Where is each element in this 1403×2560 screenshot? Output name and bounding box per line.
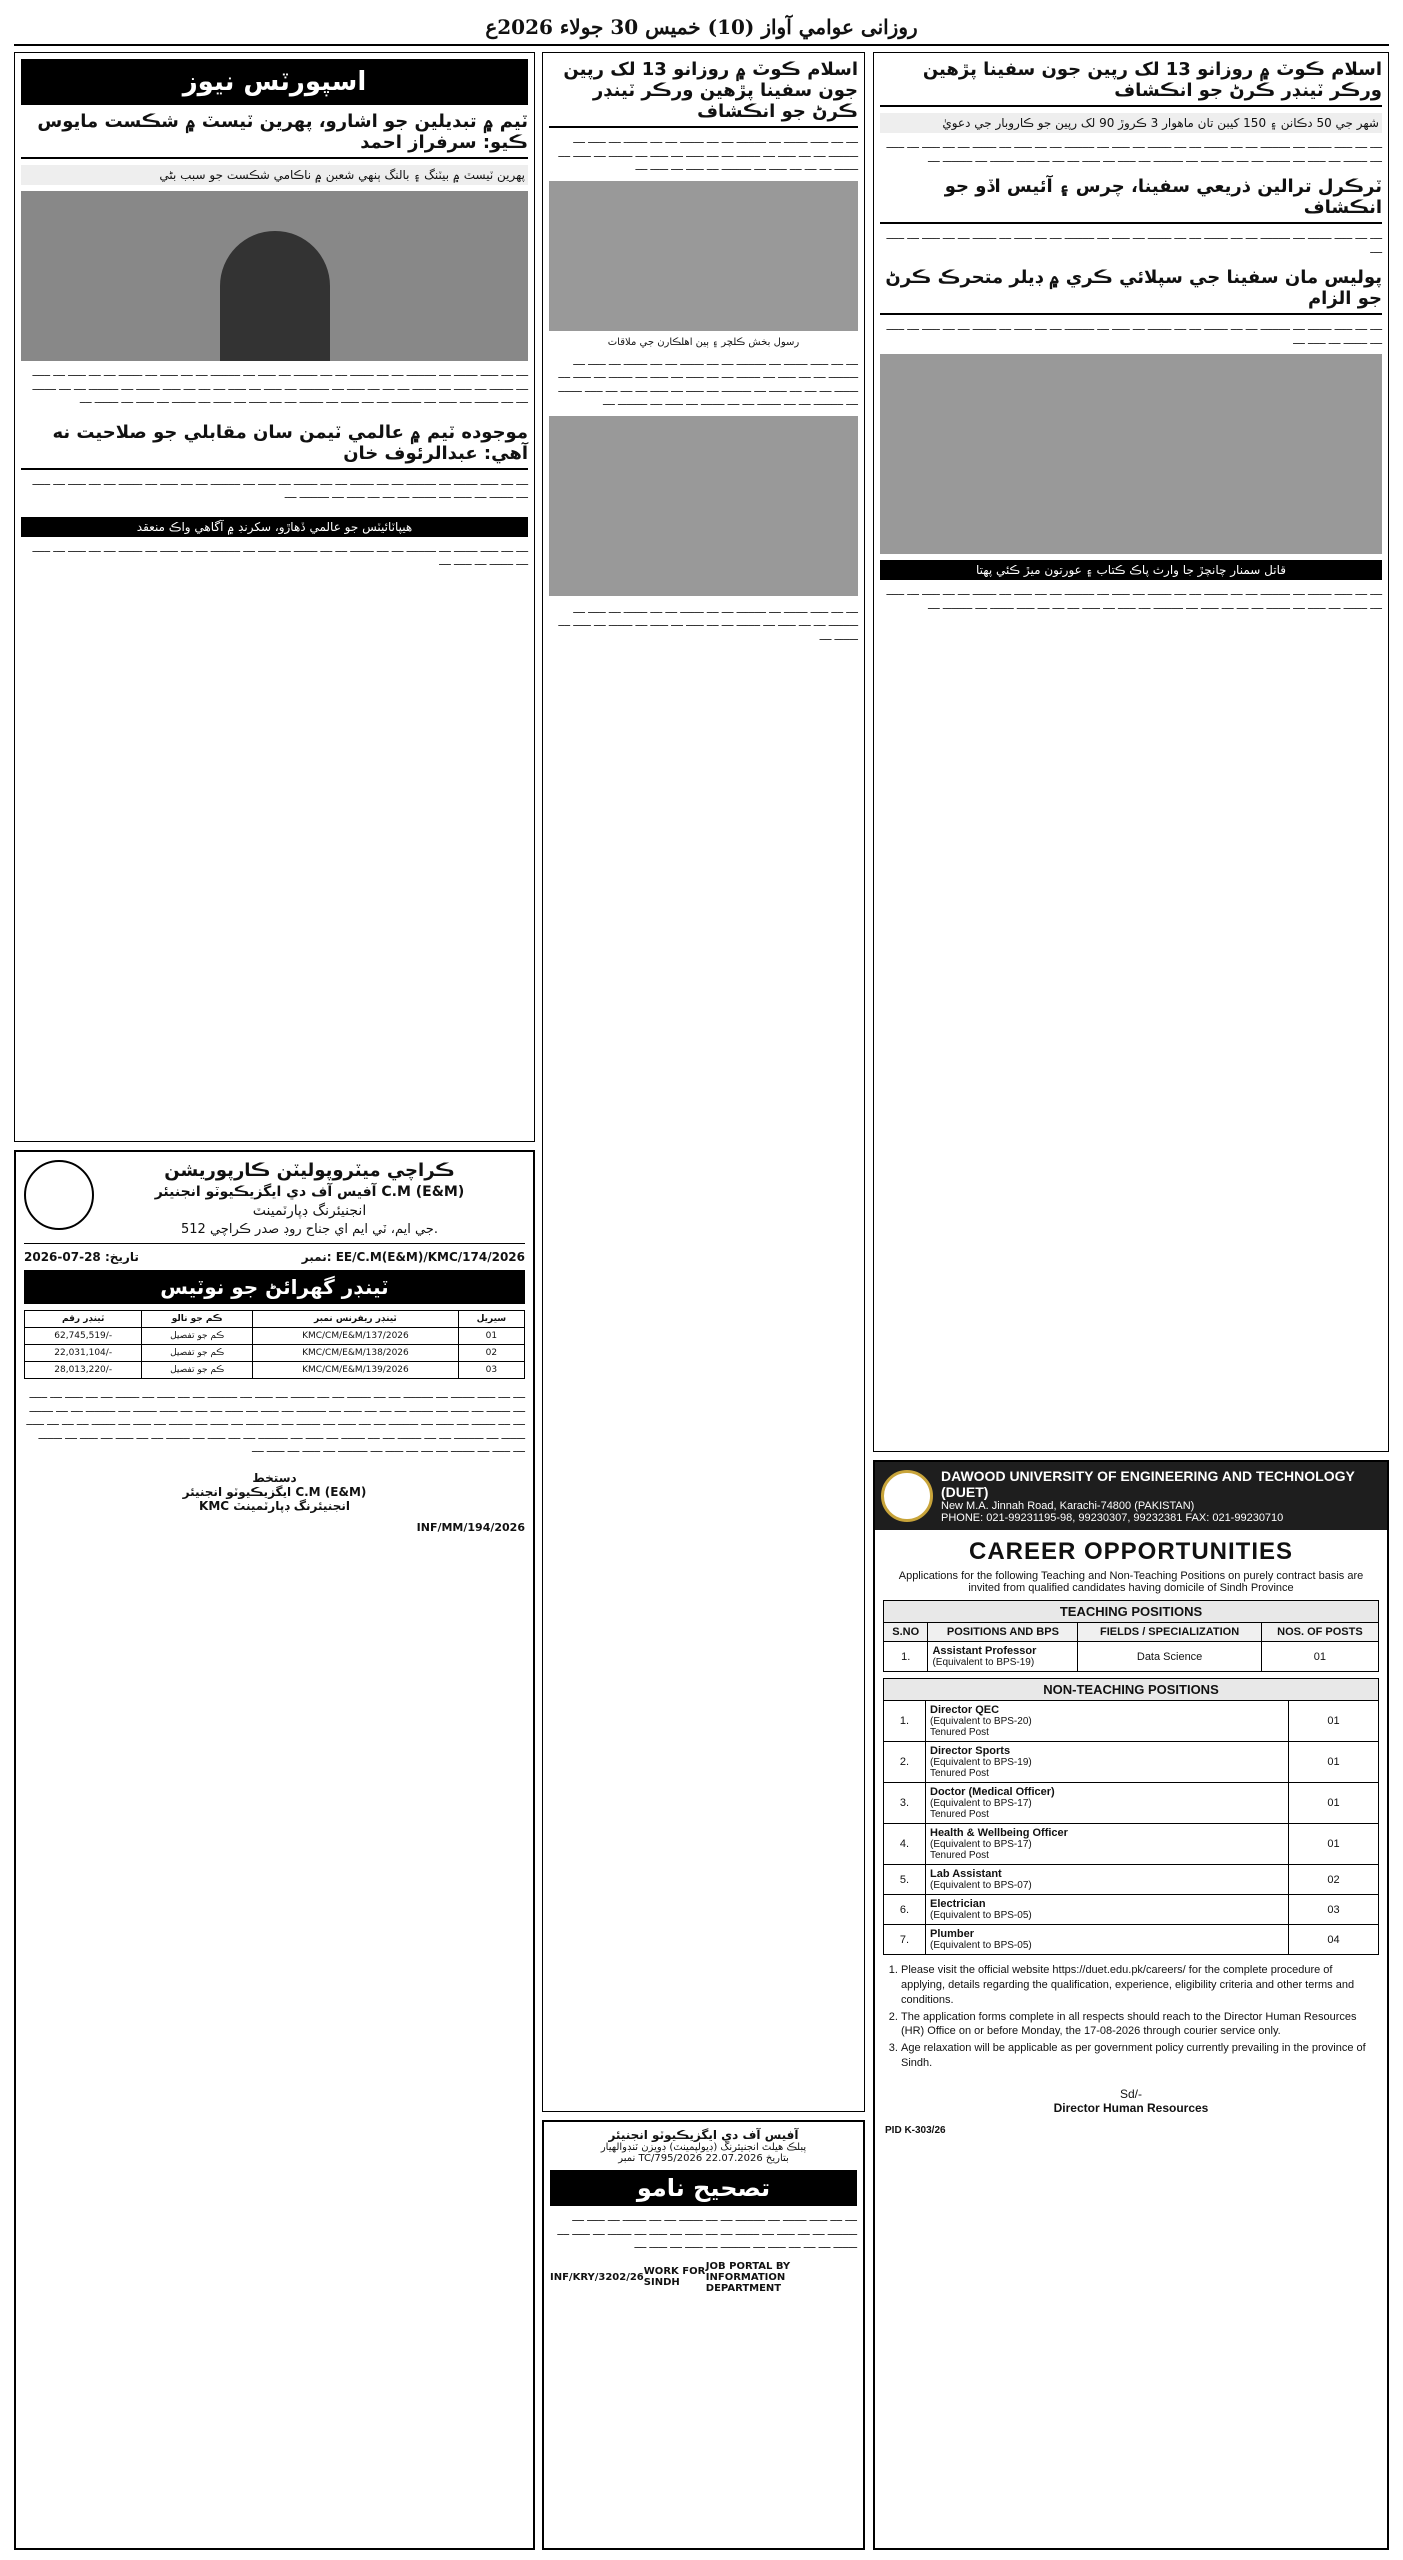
note-item: 3. Age relaxation will be applicable as per government policy currently prevailing in the province of Sindh. <box>901 2041 1375 2071</box>
position-bps: (Equivalent to BPS-07) <box>930 1880 1032 1891</box>
table-row <box>884 1895 1379 1925</box>
tender-address: 512 جي ايم، ٽي ايم اي جناح روڊ صدر ڪراچي. <box>181 1222 438 1237</box>
note-item: 2. The application forms complete in all respects should reach to the Director Human Resources (HR) Office on or before Monday, the 17-08-2026 through courier service only. <box>901 2010 1375 2040</box>
tender-notice-title: ٽينڊر گهرائڻ جو نوٽيس <box>24 1270 525 1304</box>
kmc-tender-notice <box>14 1150 535 2550</box>
work-for-sindh-logo: WORK FOR SINDH <box>643 2266 706 2288</box>
right-article-body: ــــ ــــ ــــــ ــــــــ ــــ ــــــــــ ــــ ــــ ــــــــ ــــ ــــ ــــــــ ــــ ــــــ ــــ ــــــــــ ــــ ــــ ــــــ ــــ ــــــــ ــــ ــــ ــــــ ــــ ــــــ ــــ ــــــــ ــــ ــــــ ــــ ــــــــ ــــ ــــ ــــ ــــــ ــــ ــــــــــ ــــ ــــــ ــــ ــــــ ــــ ــــ ــــ ــــــ ــــــــ ــــ ــــــــــ ــــ <box>886 140 1382 165</box>
sports-column <box>14 52 535 1142</box>
career-intro: Applications for the following Teaching and Non-Teaching Positions on purely contract basis are invited from qualified candidates having domicile of Sindh Province <box>898 1570 1364 1594</box>
table-row <box>25 1328 525 1345</box>
cell-position <box>928 1642 1078 1672</box>
position-bps: (Equivalent to BPS-05) <box>930 1940 1032 1951</box>
table-row <box>884 1925 1379 1955</box>
th-amount: ٽينڊر رقم <box>25 1311 142 1328</box>
position-title: Electrician <box>930 1898 986 1910</box>
nonteaching-table <box>883 1700 1379 1955</box>
th-work: ڪم جو نالو <box>142 1311 253 1328</box>
masthead-title: روزانی عوامي آواز (10) خميس 30 جولاء 2026ع <box>485 15 918 39</box>
cell-sn: 1. <box>884 1701 926 1742</box>
cell-sn: 7. <box>884 1925 926 1955</box>
signature-label: دستخط <box>252 1470 297 1485</box>
group-photo-caption: رسول بخش ڪلچر ۽ ٻين اهلڪارن جي ملاقات <box>607 336 800 348</box>
person-silhouette <box>220 231 330 361</box>
protest-photo-caption: قاتل سمنار چانچڙ جا وارث پاڪ ڪتاب ۽ عورتون ميڙ ڪئي پهتا <box>880 560 1382 580</box>
tender-org: ڪراچي ميٽروپوليٽن ڪارپوريشن <box>164 1160 455 1181</box>
right-column <box>873 52 1389 1452</box>
notice-ref: INF/KRY/3202/26 <box>550 2271 644 2283</box>
table-row <box>25 1362 525 1379</box>
th-position: POSITIONS AND BPS <box>928 1623 1078 1642</box>
position-title: Lab Assistant <box>930 1868 1002 1880</box>
cell-position <box>926 1701 1289 1742</box>
cell-work: ڪم جو تفصيل <box>142 1362 253 1379</box>
teaching-table <box>883 1622 1379 1672</box>
footer-logos <box>550 2261 857 2294</box>
cell-work: ڪم جو تفصيل <box>142 1328 253 1345</box>
notice-number: نمبر TC/795/2026 بتاريخ 22.07.2026 <box>618 2153 789 2164</box>
signer-title: Director Human Resources <box>1053 2100 1209 2115</box>
table-row <box>884 1701 1379 1742</box>
corrigendum-notice <box>542 2120 865 2550</box>
position-title: Assistant Professor <box>932 1645 1037 1657</box>
sports-photo <box>21 191 528 361</box>
duet-name: DAWOOD UNIVERSITY OF ENGINEERING AND TECHNOLOGY (DUET) <box>941 1468 1355 1500</box>
cell-position <box>926 1895 1289 1925</box>
cell-amount: 22,031,104/- <box>25 1345 142 1362</box>
cell-sn: 03 <box>458 1362 524 1379</box>
right-subheadline: شهر جي 50 دڪانن ۽ 150 کيبن تان ماهوار 3 ڪروڙ 90 لک رپين جو ڪاروبار جي دعويٰ <box>880 113 1382 133</box>
sports-section-title: اسپورٽس نيوز <box>21 59 528 105</box>
sports-subheadline: پهرين ٽيسٽ ۾ بيٽنگ ۽ بالنگ ٻنهي شعبن ۾ ناڪامي شڪست جو سبب بڻي <box>21 165 528 185</box>
position-bps: (Equivalent to BPS-20) <box>930 1716 1032 1727</box>
kmc-seal-icon <box>24 1160 94 1230</box>
cell-work: ڪم جو تفصيل <box>142 1345 253 1362</box>
sign-label: Sd/- <box>1119 2086 1142 2101</box>
mid-article-body-2: ــــ ــــ ــــــ ــــــــ ــــ ــــــــــ ــــ ــــ ــــــــ ــــ ــــ ــــــــ ــــ ــــــ ــــ ــــــــــ ــــ ــــ ــــــ ــــ ــــــــ ــــ ــــ ــــــ ــــ ــــــ ــــ ــــــــ ــــ ــــــ ــــ ــــــــ ــــ ــــ ــــ ــــــ ــــ ــــــــــ ــــ ــــــ ــــ ــــــ ــــ ــــ ــــ ــــــ ــــــــ ــــ ــــــــــ ــــ ــــ ــــــــ ــــ ــــ ــــــــ ــــ ــــــ ــــ ــــــــــ ــــ <box>558 356 858 408</box>
table-row <box>25 1345 525 1362</box>
tender-dept: انجنيئرنگ ڊپارٽمينٽ <box>252 1203 367 1219</box>
mid-article-body-3: ــــ ــــ ــــــ ــــــــ ــــ ــــــــــ ــــ ــــ ــــــــ ــــ ــــ ــــــــ ــــ ــــــ ــــ ــــــــــ ــــ ــــ ــــــ ــــ ــــــــ ــــ ــــ ــــــ ــــ ــــــ ــــ ــــــــ ــــ ــــــ ــــ ــــــــ ــــ <box>558 604 858 643</box>
corrigendum-body: ــــ ــــ ــــــ ــــــــ ــــ ــــــــــ ــــ ــــ ــــــــ ــــ ــــ ــــــــ ــــ ــــــ ــــ ــــــــــ ــــ ــــ ــــــ ــــ ــــــــ ــــ ــــ ــــــ ــــ ــــــ ــــ ــــــــ ــــ ــــــ ــــ ــــــــ ــــ ــــ ــــ ــــــ ــــ ــــــــــ ــــ ــــــ ــــ ــــــ ــــ <box>557 2213 857 2251</box>
cell-position <box>926 1783 1289 1824</box>
tender-header <box>24 1160 525 1244</box>
position-bps: (Equivalent to BPS-19) <box>930 1757 1032 1768</box>
cell-sn: 01 <box>458 1328 524 1345</box>
group-photo <box>549 181 858 331</box>
middle-column <box>542 52 865 2112</box>
cell-position <box>926 1865 1289 1895</box>
cell-sn: 1. <box>884 1642 928 1672</box>
th-posts: NOS. OF POSTS <box>1261 1623 1378 1642</box>
position-extra: Tenured Post <box>930 1768 989 1779</box>
th-field: FIELDS / SPECIALIZATION <box>1078 1623 1261 1642</box>
sports-article-body: ــــ ــــ ــــــ ــــــــ ــــ ــــــــــ ــــ ــــ ــــــــ ــــ ــــ ــــــــ ــــ ــــــ ــــ ــــــــــ ــــ ــــ ــــــ ــــ ــــــــ ــــ ــــ ــــــ ــــ ــــــ ــــ ــــــــ ــــ ــــــ ــــ ــــــــ ــــ ــــ ــــ ــــــ ــــ ــــــــــ ــــ ــــــ ــــ ــــــ ــــ ــــ ــــ ــــــ ــــــــ ــــ ــــــــــ ــــ ــــ ــــــــ ــــ ــــ ــــــــ ــــ ــــــ ــــ ــــــــــ ــــ ــــ ــــــ ــــ ــــــــ ــــ ــــ ــــــ ــــ ــــــ ــــ ــــــــ ــــ ــــــ ــــ ــــــــ ــــ <box>32 368 528 406</box>
position-extra: Tenured Post <box>930 1809 989 1820</box>
cell-sn: 4. <box>884 1824 926 1865</box>
sports-item2-headline: موجوده ٽيم ۾ عالمي ٽيمن سان مقابلي جو صلاحيت نه آهي: عبدالرئوف خان <box>21 422 528 470</box>
cell-sn: 02 <box>458 1345 524 1362</box>
cell-sn: 5. <box>884 1865 926 1895</box>
duet-phone: PHONE: 021-99231195-98, 99230307, 99232381 FAX: 021-99230710 <box>941 1512 1284 1524</box>
job-portal-logo: JOB PORTAL BY INFORMATION DEPARTMENT <box>705 2260 791 2294</box>
right-item3-headline: پوليس مان سفينا جي سپلائي ڪري ۾ ڊيلر متحرڪ ڪرڻ جو الزام <box>880 267 1382 315</box>
position-extra: Tenured Post <box>930 1727 989 1738</box>
mid-article-body: ــــ ــــ ــــــ ــــــــ ــــ ــــــــــ ــــ ــــ ــــــــ ــــ ــــ ــــــــ ــــ ــــــ ــــ ــــــــــ ــــ ــــ ــــــ ــــ ــــــــ ــــ ــــ ــــــ ــــ ــــــ ــــ ــــــــ ــــ ــــــ ــــ ــــــــ ــــ ــــ ــــ ــــــ ــــ ــــــــــ ــــ ــــــ ــــ ــــــ ــــ <box>558 135 858 173</box>
position-title: Plumber <box>930 1928 975 1940</box>
cell-sn: 2. <box>884 1742 926 1783</box>
cell-posts: 04 <box>1289 1925 1379 1955</box>
duet-signature <box>875 2087 1387 2115</box>
duet-notes <box>875 1955 1387 2081</box>
tender-ref: INF/MM/194/2026 <box>416 1520 525 1534</box>
tender-number: نمبر: EE/C.M(E&M)/KMC/174/2026 <box>301 1250 525 1264</box>
right-item2-body: ــــ ــــ ــــــ ــــــــ ــــ ــــــــــ ــــ ــــ ــــــــ ــــ ــــ ــــــــ ــــ ــــــ ــــ ــــــــــ ــــ ــــ ــــــ ــــ ــــــــ ــــ ــــ ــــــ ــــ ــــــ ــــ <box>886 231 1382 256</box>
cell-field: Data Science <box>1078 1642 1261 1672</box>
position-title: Health & Wellbeing Officer <box>930 1827 1068 1839</box>
table-row <box>884 1742 1379 1783</box>
position-bps: (Equivalent to BPS-19) <box>932 1657 1035 1668</box>
position-title: Director QEC <box>930 1704 1000 1716</box>
sports-headline: ٽيم ۾ تبديلين جو اشارو، پهرين ٽيسٽ ۾ شڪست مايوس ڪيو: سرفراز احمد <box>21 111 528 159</box>
table-row <box>884 1824 1379 1865</box>
cell-posts: 01 <box>1289 1742 1379 1783</box>
position-extra: Tenured Post <box>930 1850 989 1861</box>
position-bps: (Equivalent to BPS-17) <box>930 1839 1032 1850</box>
table-row <box>884 1642 1379 1672</box>
right-item3-body: ــــ ــــ ــــــ ــــــــ ــــ ــــــــــ ــــ ــــ ــــــــ ــــ ــــ ــــــــ ــــ ــــــ ــــ ــــــــــ ــــ ــــ ــــــ ــــ ــــــــ ــــ ــــ ــــــ ــــ ــــــ ــــ ــــــــ ــــ ــــــ ــــ <box>886 322 1382 347</box>
cell-posts: 01 <box>1289 1824 1379 1865</box>
cell-position <box>926 1925 1289 1955</box>
tender-conditions: ــــ ــــ ــــــ ــــــــ ــــ ــــــــــ ــــ ــــ ــــــــ ــــ ــــ ــــــــ ــــ ــــــ ــــ ــــــــــ ــــ ــــ ــــــ ــــ ــــــــ ــــ ــــ ــــــ ــــ ــــــ ــــ ــــــــ ــــ ــــــ ــــ ــــــــ ــــ ــــ ــــ ــــــ ــــ ــــــــــ ــــ ــــــ ــــ ــــــ ــــ ــــ ــــ ــــــ ــــــــ ــــ ــــــــــ ــــ ــــ ــــــــ ــــ ــــ ــــــــ ــــ ــــــ ــــ ــــــــــ ــــ ــــ ــــــ ــــ ــــــــ ــــ ــــ ــــــ ــــ ــــــ ــــ ــــــــ ــــ ــــــ ــــ ــــــــ ــــ ــــ ــــ ــــــ ــــــــ ــــ ــــــــــ ــــ ــــ ــــــــ ــــ ــــ ــــــــ ــــ ــــــ ــــ ــــــــــ ــــ ــــ ــــــ ــــ ــــــــ ــــ ــــ ــــــ ــــ ــــــ ــــ ــــــــ ــــ ــــــ ــــ ــــــــ ــــ ــــ ــــ ــــــ ــــ ــــــــــ ــــ ــــــ ــــ ــــــ ــــ <box>26 1390 525 1455</box>
duet-address: New M.A. Jinnah Road, Karachi-74800 (PAKISTAN) <box>941 1500 1195 1512</box>
duet-logo-icon <box>881 1470 933 1522</box>
tender-office: آفيس آف دي ايگزيڪيوٽو انجنيئر C.M (E&M) <box>154 1184 465 1200</box>
th-sno: S.NO <box>884 1623 928 1642</box>
table-row <box>884 1783 1379 1824</box>
teaching-title: TEACHING POSITIONS <box>883 1600 1379 1622</box>
cell-posts: 01 <box>1289 1701 1379 1742</box>
notice-dept: پبلڪ هيلٿ انجنيئرنگ (ڊيولپمينٽ) ڊويزن ٽنڊوالهيار <box>600 2142 807 2153</box>
tender-date: تاريخ: 28-07-2026 <box>24 1250 139 1264</box>
mid-headline: اسلام ڪوٽ ۾ روزانو 13 لک رپين جون سفينا پڙهين ورڪر ٽينڊر ڪرڻ جو انڪشاف <box>549 59 858 128</box>
cell-posts: 01 <box>1289 1783 1379 1824</box>
cell-ref: KMC/CM/E&M/138/2026 <box>253 1345 459 1362</box>
note-item: 1. Please visit the official website https://duet.edu.pk/careers/ for the complete procedure of applying, details regarding the qualification, experience, eligibility criteria and other terms and conditions. <box>901 1963 1375 2008</box>
position-bps: (Equivalent to BPS-05) <box>930 1910 1032 1921</box>
right-item2-headline: ٽرڪرل ترالين ذريعي سفينا، چرس ۽ آئيس اڏو جو انڪشاف <box>880 176 1382 224</box>
tender-signature <box>24 1471 525 1513</box>
sports-item2-body: ــــ ــــ ــــــ ــــــــ ــــ ــــــــــ ــــ ــــ ــــــــ ــــ ــــ ــــــــ ــــ ــــــ ــــ ــــــــــ ــــ ــــ ــــــ ــــ ــــــــ ــــ ــــ ــــــ ــــ ــــــ ــــ ــــــــ ــــ ــــــ ــــ ــــــــ ــــ ــــ ــــ ــــــ ــــ ــــــــــ ــــ <box>32 476 528 501</box>
cell-posts: 01 <box>1261 1642 1378 1672</box>
signer-dept: KMC انجنيئرنگ ڊپارٽمينٽ <box>199 1498 350 1513</box>
pid-ref: PID K-303/26 <box>885 2124 946 2136</box>
duet-career-ad <box>873 1460 1389 2550</box>
cell-amount: 62,745,519/- <box>25 1328 142 1345</box>
protest-photo <box>880 354 1382 554</box>
right-article-body-4: ــــ ــــ ــــــ ــــــــ ــــ ــــــــــ ــــ ــــ ــــــــ ــــ ــــ ــــــــ ــــ ــــــ ــــ ــــــــــ ــــ ــــ ــــــ ــــ ــــــــ ــــ ــــ ــــــ ــــ ــــــ ــــ ــــــــ ــــ ــــــ ــــ ــــــــ ــــ ــــ ــــ ــــــ ــــ ــــــــــ ــــ ــــــ ــــ ــــــ ــــ ــــ ــــ ــــــ ــــــــ ــــ ــــــــــ ــــ <box>886 587 1382 612</box>
sports-item3-headline: هيپاٽائيٽس جو عالمي ڏهاڙو، سکرنڊ ۾ آگاهي واڪ منعقد <box>21 517 528 537</box>
cell-position <box>926 1742 1289 1783</box>
masthead <box>14 10 1389 46</box>
cell-posts: 02 <box>1289 1865 1379 1895</box>
cell-ref: KMC/CM/E&M/139/2026 <box>253 1362 459 1379</box>
cell-amount: 28,013,220/- <box>25 1362 142 1379</box>
duet-header <box>875 1462 1387 1530</box>
career-title: CAREER OPPORTUNITIES <box>968 1538 1294 1565</box>
position-title: Director Sports <box>930 1745 1011 1757</box>
notice-office: آفيس آف دي ايگزيڪيوٽو انجنيئر <box>608 2128 799 2142</box>
table-row <box>884 1865 1379 1895</box>
position-title: Doctor (Medical Officer) <box>930 1786 1055 1798</box>
signer-title: ايگزيڪيوٽو انجنيئر C.M (E&M) <box>182 1484 367 1499</box>
tender-meta <box>24 1250 525 1264</box>
cell-sn: 3. <box>884 1783 926 1824</box>
cell-position <box>926 1824 1289 1865</box>
th-ref: ٽينڊر ريفرنس نمبر <box>253 1311 459 1328</box>
cell-posts: 03 <box>1289 1895 1379 1925</box>
group-photo-2 <box>549 416 858 596</box>
position-bps: (Equivalent to BPS-17) <box>930 1798 1032 1809</box>
right-headline: اسلام ڪوٽ ۾ روزانو 13 لک رپين جون سفينا پڙهين ورڪر ٽينڊر ڪرڻ جو انڪشاف <box>880 59 1382 107</box>
sports-item3-body: ــــ ــــ ــــــ ــــــــ ــــ ــــــــــ ــــ ــــ ــــــــ ــــ ــــ ــــــــ ــــ ــــــ ــــ ــــــــــ ــــ ــــ ــــــ ــــ ــــــــ ــــ ــــ ــــــ ــــ ــــــ ــــ ــــــــ ــــ ــــــ ــــ <box>32 543 528 568</box>
corrigendum-title: تصحيح نامو <box>550 2170 857 2206</box>
nonteaching-title: NON-TEACHING POSITIONS <box>883 1678 1379 1700</box>
cell-sn: 6. <box>884 1895 926 1925</box>
th-sn: سيريل <box>458 1311 524 1328</box>
tender-table <box>24 1310 525 1379</box>
cell-ref: KMC/CM/E&M/137/2026 <box>253 1328 459 1345</box>
